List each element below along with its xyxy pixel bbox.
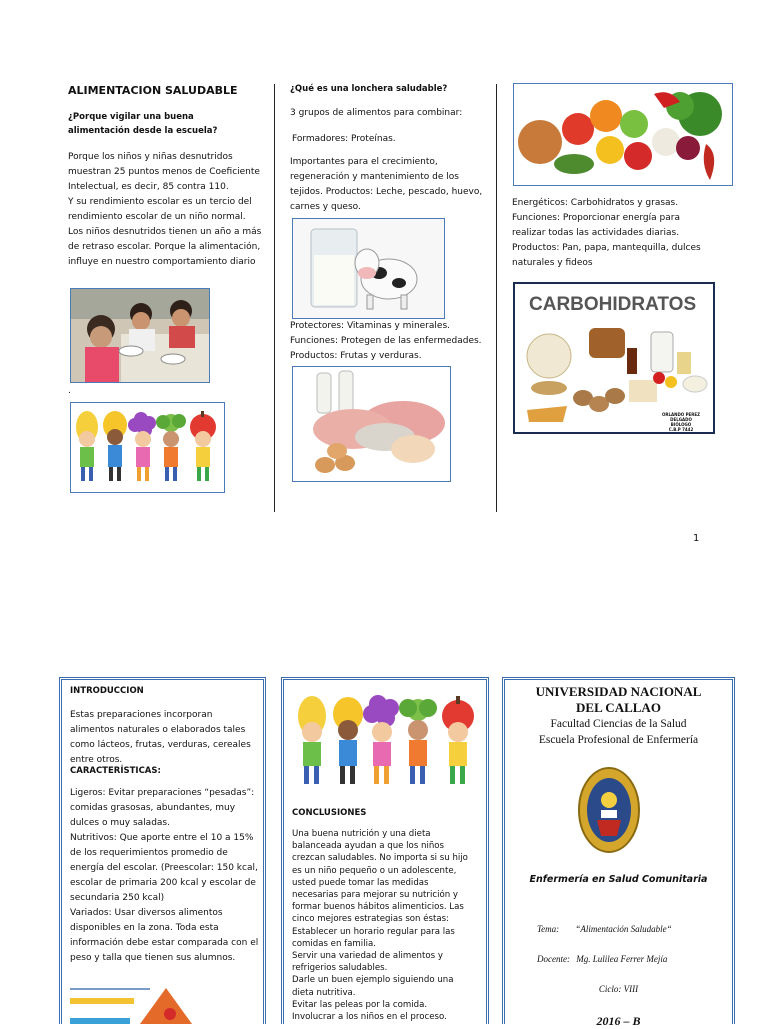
- carbohidratos-poster: [513, 282, 715, 434]
- children-eating-photo: [70, 288, 210, 383]
- docente-line: [537, 954, 667, 964]
- introduccion-heading: INTRODUCCION: [70, 686, 144, 696]
- ciclo-line: Ciclo: VIII: [598, 984, 639, 994]
- course-name: Enfermería en Salud Comunitaria: [529, 874, 708, 885]
- panel-introduccion: [59, 677, 266, 1024]
- page-title: ALIMENTACION SALUDABLE: [68, 84, 238, 97]
- conclusiones-heading: CONCLUSIONES: [292, 808, 367, 818]
- formadores-heading: Formadores: Proteínas.: [292, 134, 396, 144]
- question-heading: ¿Porque vigilar una buena alimentación desde la escuela?: [68, 112, 218, 136]
- energeticos-text: Energéticos: Carbohidratos y grasas. Funciones: Proporcionar energía para realizar todas las actividades diarias. Productos: Pan, papa, mantequilla, dulces naturales y fideos: [512, 198, 701, 268]
- fruit-kids-illustration-2: [292, 686, 482, 794]
- milk-cow-photo: [292, 218, 445, 319]
- stray-dot: .: [68, 386, 71, 396]
- vegetables-photo: [513, 83, 733, 186]
- caracteristicas-heading: CARACTERÍSTICAS:: [70, 766, 161, 776]
- panel-portada: [502, 677, 735, 1028]
- school-name: Escuela Profesional de Enfermería: [538, 734, 699, 746]
- formadores-body: Importantes para el crecimiento, regeneración y mantenimiento de los tejidos. Productos: Leche, pescado, huevo, carnes y queso.: [290, 157, 483, 212]
- tema-line: [537, 924, 672, 934]
- tema-value: “Alimentación Saludable“: [575, 924, 672, 934]
- fruit-kids-illustration: [70, 402, 225, 493]
- panel-conclusiones: [281, 677, 489, 1024]
- conclusiones-body: Una buena nutrición y una dieta balanceada ayudan a que los niños crezcan saludables. No importa si su hijo es un niño pequeño o un adolescente, usted puede tomar las medidas necesarias para mejorar su nutrición y formar buenos hábitos alimenticios. Las cinco mejores estrategias son éstas: Establecer un horario regular para las comidas en familia. Servir una variedad de alimentos y refrigerios saludables. Darle un buen ejemplo siguiendo una dieta nutritiva. Evitar las peleas por la comida. Involucrar a los niños en el proceso.: [292, 829, 468, 1023]
- protectores-text: Protectores: Vitaminas y minerales. Funciones: Protegen de las enfermedades. Productos: Frutas y verduras.: [290, 321, 482, 361]
- lonchera-question: ¿Qué es una lonchera saludable?: [290, 84, 448, 94]
- university-name: UNIVERSIDAD NACIONAL DEL CALLAO: [535, 684, 702, 715]
- meat-eggs-photo: [292, 366, 451, 482]
- column-divider-1: [274, 84, 275, 512]
- university-seal-logo: [577, 766, 641, 856]
- page-number: 1: [693, 533, 700, 544]
- year-line: 2016 – B: [596, 1014, 641, 1028]
- carbohidratos-title: CARBOHIDRATOS: [529, 294, 697, 315]
- carbohidratos-credit: ORLANDO PEREZ DELGADO BIÓLOGO C.B.P 7442: [662, 412, 700, 432]
- body-text: Porque los niños y niñas desnutridos muestran 25 puntos menos de Coeficiente Intelectual, es decir, 85 contra 110. Y su rendimiento escolar es un tercio del rendimiento escolar de un niño normal. Los niños desnutridos tienen un año a más de retraso escolar. Porque la alimentación, influye en nuestro comportamiento diario: [68, 152, 262, 267]
- introduccion-body: Estas preparaciones incorporan alimentos naturales o elaborados tales como lácteos, frutas, verduras, cereales entre otros.: [70, 710, 251, 765]
- faculty-name: Facultad Ciencias de la Salud: [550, 718, 687, 730]
- column-divider-2: [496, 84, 497, 512]
- caracteristicas-body: Ligeros: Evitar preparaciones “pesadas”: comidas grasosas, abundantes, muy dulces o muy saladas. Nutritivos: Que aporte entre el 10 a 15% de los requerimientos promedio de energía del escolar. (Preescolar: 150 kcal, escolar de primaria 200 kcal y escolar de secundaria 250 kcal) Variados: Usar diversos alimentos disponibles en la zona. Toda esta información debe estar comparada con el peso y talla que tienen sus alumnos.: [70, 788, 259, 963]
- docente-value: Mg. Lulilea Ferrer Mejía: [576, 954, 668, 964]
- docente-label: Docente:: [537, 954, 570, 964]
- food-pyramid-image: [70, 984, 212, 1024]
- groups-text: 3 grupos de alimentos para combinar:: [290, 108, 463, 118]
- tema-label: Tema:: [537, 924, 560, 934]
